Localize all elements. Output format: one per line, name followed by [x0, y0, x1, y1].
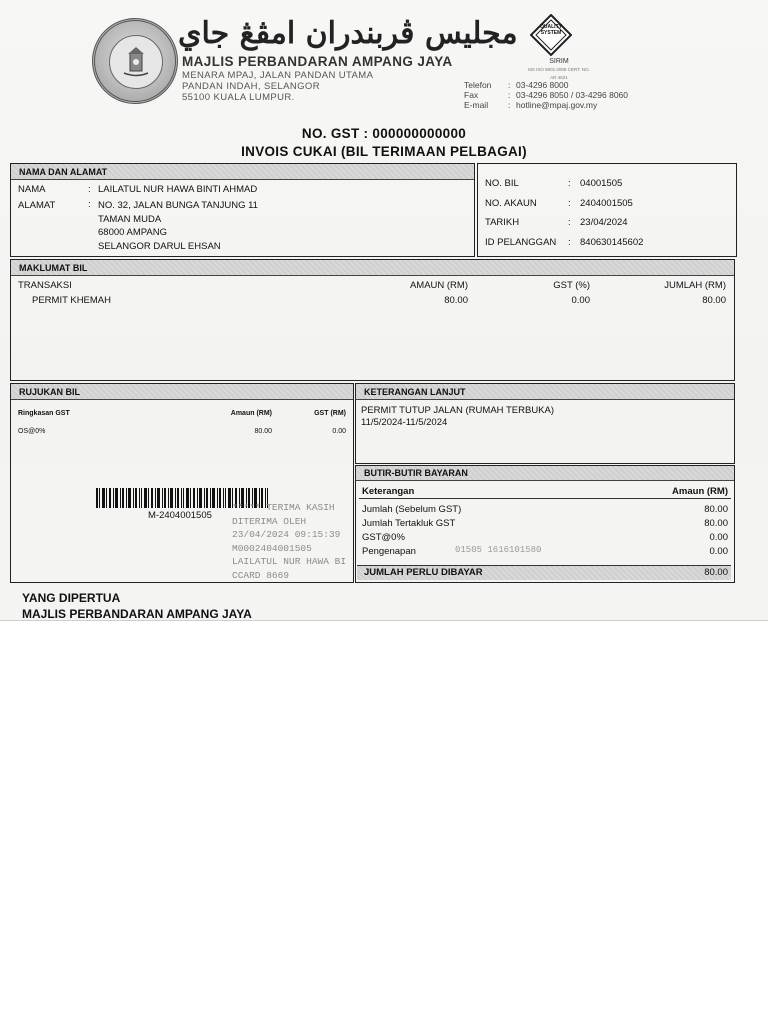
- cert-label: SIRIM: [549, 58, 569, 65]
- receipt-stamp-line: DITERIMA OLEH: [232, 515, 307, 527]
- invoice-title: INVOIS CUKAI (BIL TERIMAAN PELBAGAI): [241, 144, 527, 159]
- further-details-line: 11/5/2024-11/5/2024: [361, 417, 448, 428]
- cert-small-print: MS ISO 9001:2008 CERT. NO. AR 4621: [528, 67, 590, 80]
- customer-name: LAILATUL NUR HAWA BINTI AHMAD: [98, 184, 258, 195]
- further-details-text: [361, 405, 554, 429]
- payment-row-label: Pengenapan: [362, 546, 416, 557]
- payment-row-label: Jumlah (Sebelum GST): [362, 504, 462, 515]
- barcode-text: M-2404001505: [148, 510, 212, 521]
- col-header-payment-amount: Amaun (RM): [672, 486, 728, 497]
- cert-badge-text: QUALITY SYSTEM: [540, 24, 562, 36]
- gst-summary-amount: 80.00: [254, 428, 272, 435]
- contact-value: 03-4296 8050 / 03-4296 8060: [516, 90, 629, 100]
- transaction-gst: 0.00: [571, 295, 590, 306]
- customer-address: [98, 199, 258, 253]
- cert-caption: [526, 58, 592, 82]
- address-line: PANDAN INDAH, SELANGOR: [182, 81, 320, 92]
- signatory-title: YANG DIPERTUA: [22, 591, 121, 605]
- bill-info-values: [580, 174, 643, 252]
- bill-info-labels: [485, 174, 556, 252]
- section-header: KETERANGAN LANJUT: [356, 384, 734, 400]
- bill-number: 04001505: [580, 178, 623, 189]
- col-header-ref-amount: Amaun (RM): [230, 410, 272, 417]
- col-header-ref-gst: GST (RM): [314, 410, 346, 417]
- contact-label: E-mail: [464, 100, 489, 110]
- contact-label: Fax: [464, 90, 479, 100]
- address-label: ALAMAT: [18, 200, 56, 211]
- bill-info-label: NO. BIL: [485, 178, 519, 189]
- signatory-block: [22, 590, 252, 622]
- bill-info-label: NO. AKAUN: [485, 197, 537, 209]
- receipt-stamp-line: CCARD 8669: [232, 569, 290, 581]
- address-line: MENARA MPAJ, JALAN PANDAN UTAMA: [182, 70, 374, 81]
- payment-row-label: GST@0%: [362, 532, 405, 543]
- payment-row-amount: 0.00: [709, 546, 728, 557]
- divider: [359, 498, 731, 499]
- customer-address-line: TAMAN MUDA: [98, 213, 162, 225]
- account-number: 2404001505: [580, 197, 633, 209]
- payment-row-label: Jumlah Tertakluk GST: [362, 518, 456, 529]
- contact-value: hotline@mpaj.gov.my: [516, 100, 598, 110]
- receipt-stamp-line: M0002404001505: [232, 542, 312, 554]
- address-line: 55100 KUALA LUMPUR.: [182, 92, 295, 103]
- col-header-description: Keterangan: [362, 486, 415, 497]
- col-header-jumlah: JUMLAH (RM): [664, 280, 726, 291]
- col-header-gst-summary: Ringkasan GST: [18, 410, 70, 417]
- customer-address-line: 68000 AMPANG: [98, 227, 168, 238]
- bill-info-label: TARIKH: [485, 217, 520, 228]
- transaction-total: 80.00: [702, 295, 726, 306]
- org-name-jawi: مجليس ڤربندران امڤڠ جاي: [178, 16, 518, 51]
- bill-details-box: [10, 259, 735, 381]
- payment-row-amount: 80.00: [704, 504, 728, 515]
- receipt-stamp-line: LAILATUL NUR HAWA BI: [232, 556, 347, 567]
- customer-id: 840630145602: [580, 236, 644, 248]
- receipt-stamp-line: 23/04/2024 09:15:39: [232, 529, 341, 540]
- contact-row: Fax : 03-4296 8050 / 03-4296 8060: [464, 90, 629, 100]
- bill-date: 23/04/2024: [580, 217, 628, 228]
- signatory-org: MAJLIS PERBANDARAN AMPANG JAYA: [22, 607, 252, 621]
- col-header-transaksi: TRANSAKSI: [18, 280, 72, 291]
- total-label: JUMLAH PERLU DIBAYAR: [364, 567, 483, 578]
- col-header-amaun: AMAUN (RM): [409, 280, 468, 291]
- crest-icon: [119, 45, 153, 79]
- mpaj-logo: [92, 18, 178, 104]
- org-address: [182, 70, 373, 103]
- col-header-gst: GST (%): [553, 280, 590, 291]
- customer-address-line: SELANGOR DARUL EHSAN: [98, 240, 221, 252]
- section-header: MAKLUMAT BIL: [11, 260, 734, 276]
- payment-labels: [362, 503, 461, 559]
- contact-value: 03-4296 8000: [516, 80, 569, 90]
- payment-row-amount: 0.00: [709, 532, 728, 543]
- section-header: NAMA DAN ALAMAT: [11, 164, 474, 180]
- customer-address-line: NO. 32, JALAN BUNGA TANJUNG 11: [98, 200, 258, 211]
- gst-summary-gst: 0.00: [332, 428, 346, 435]
- total-amount: 80.00: [704, 567, 728, 578]
- org-name: MAJLIS PERBANDARAN AMPANG JAYA: [182, 54, 453, 69]
- section-header: RUJUKAN BIL: [11, 384, 353, 400]
- gst-number-title: NO. GST : 000000000000: [301, 126, 467, 141]
- contact-row: E-mail : hotline@mpaj.gov.my: [464, 100, 598, 110]
- contact-row: Telefon : 03-4296 8000: [464, 80, 569, 90]
- name-label: NAMA: [18, 184, 46, 195]
- transaction-item: PERMIT KHEMAH: [32, 295, 112, 306]
- bill-info-label: ID PELANGGAN: [485, 236, 557, 248]
- payment-amounts: [620, 503, 728, 559]
- payment-row-amount: 80.00: [704, 518, 728, 529]
- stamp-overlap-ref: 01505 1616101580: [455, 545, 542, 555]
- receipt-stamp: [232, 501, 346, 582]
- section-header: BUTIR-BUTIR BAYARAN: [356, 466, 734, 481]
- receipt-stamp-line: ***** TERIMA KASIH: [232, 502, 335, 513]
- transaction-amount: 80.00: [444, 295, 468, 306]
- contact-block: [464, 80, 628, 110]
- gst-summary-code: OS@0%: [18, 428, 46, 435]
- contact-label: Telefon: [464, 80, 492, 90]
- further-details-line: PERMIT TUTUP JALAN (RUMAH TERBUKA): [361, 405, 555, 416]
